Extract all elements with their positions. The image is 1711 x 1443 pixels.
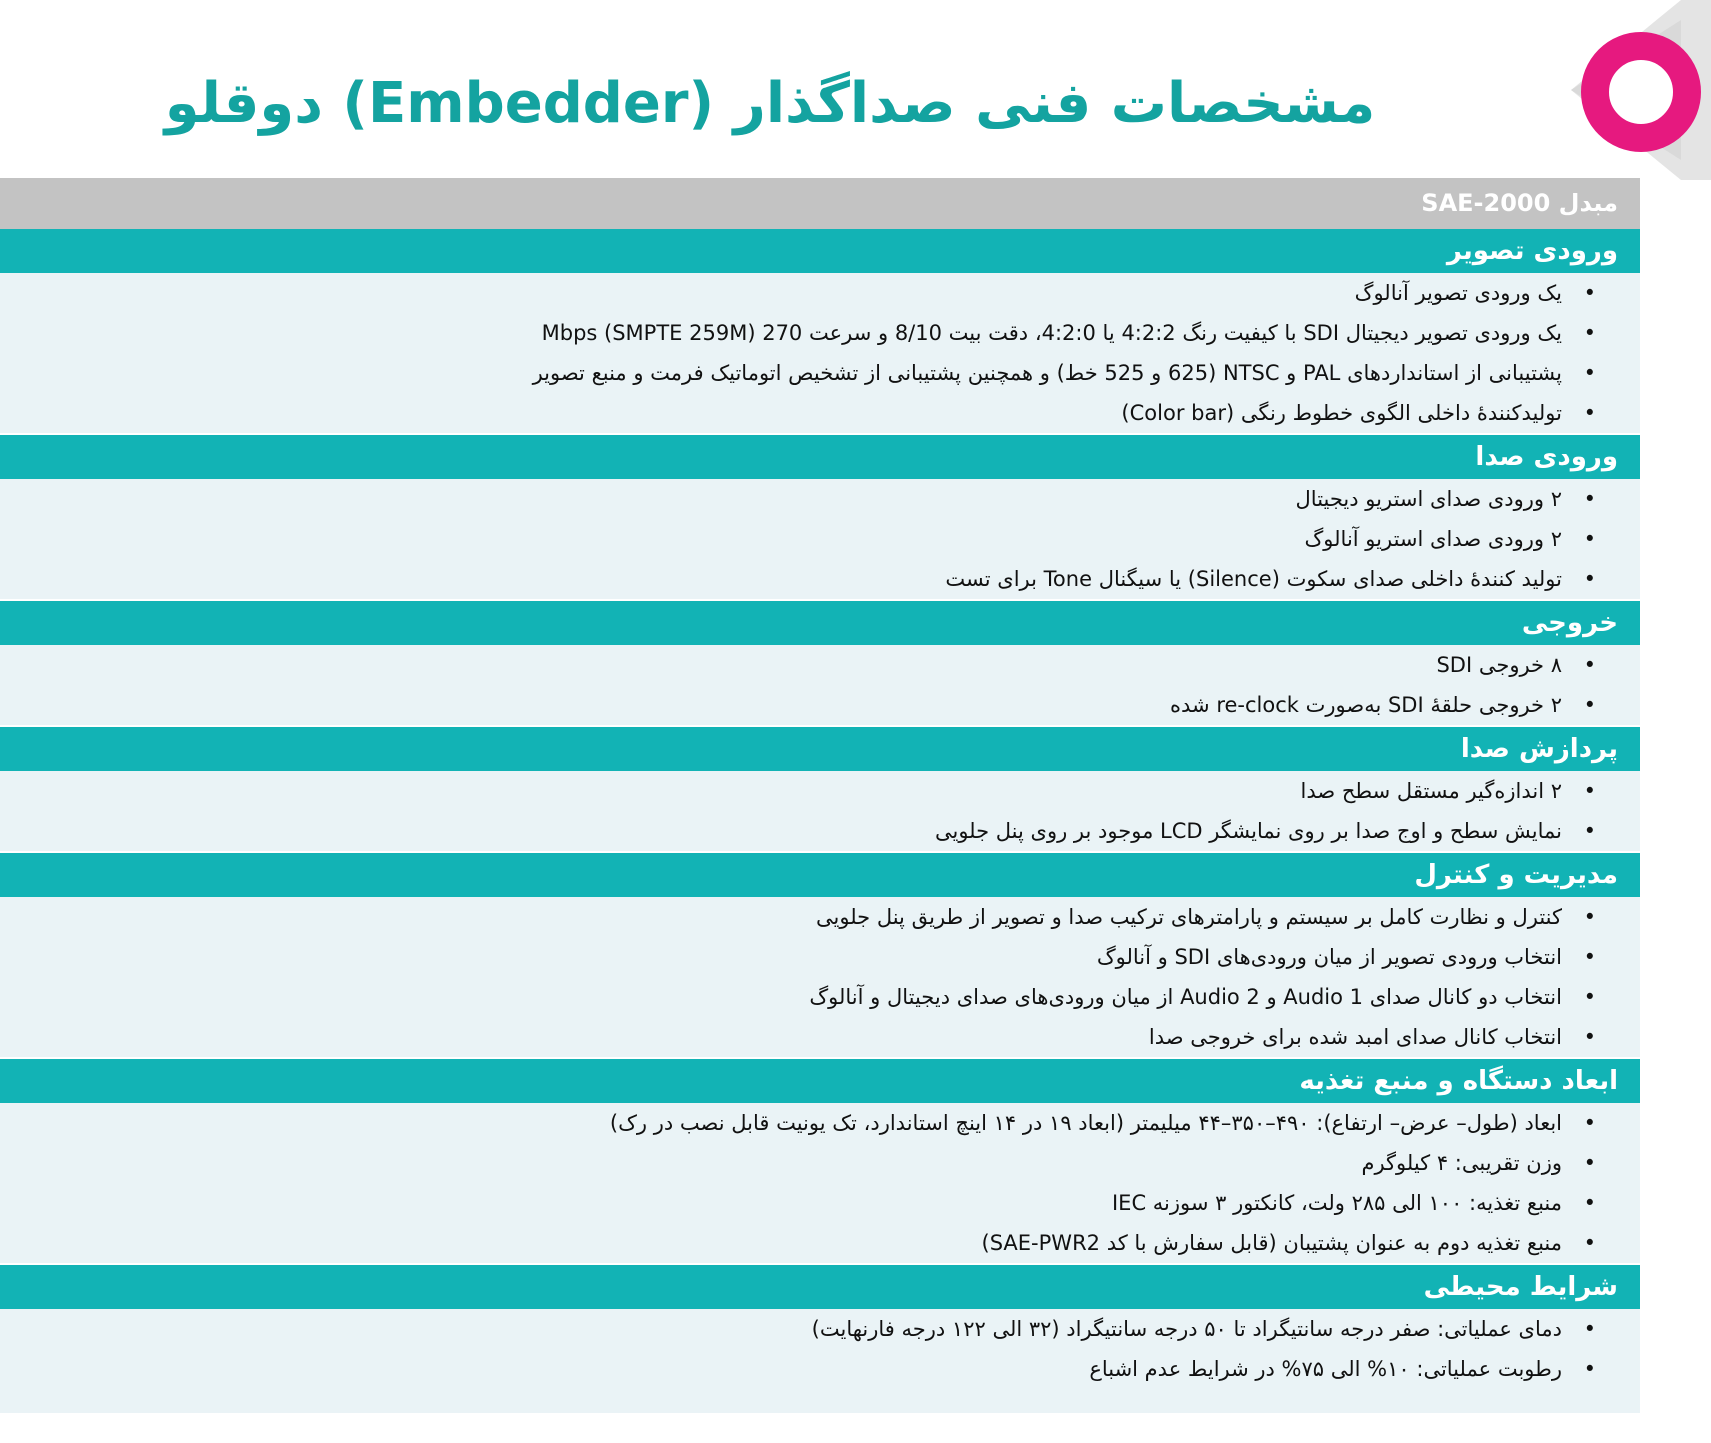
list-item: • کنترل و نظارت کامل بر سیستم و پارامترهای ترکیب صدا و تصویر از طریق پنل جلویی [0,897,1562,937]
section-heading: پردازش صدا [0,727,1640,771]
list-item: • ۲ خروجی حلقۀ SDI به‌صورت re-clock شده [0,685,1562,725]
list-item: • نمایش سطح و اوج صدا بر روی نمایشگر LCD موجود بر روی پنل جلویی [0,811,1562,851]
list-item: • وزن تقریبی: ۴ کیلوگرم [0,1143,1562,1183]
section-management-control [0,853,1640,1059]
page-title: مشخصات فنی صداگذار (Embedder) دوقلو [164,70,1376,136]
section-body [0,273,1640,435]
list-item: • تولید کنندۀ داخلی صدای سکوت (Silence) یا سیگنال Tone برای تست [0,559,1562,599]
section-heading: ورودی صدا [0,435,1640,479]
section-dimensions-power [0,1059,1640,1265]
list-item: • دمای عملیاتی: صفر درجه سانتیگراد تا ۵۰ درجه سانتیگراد (۳۲ الی ۱۲۲ درجه فارنهایت) [0,1309,1562,1349]
list-item: • یک ورودی تصویر دیجیتال SDI با کیفیت رنگ 4:2:2 یا 4:2:0، دقت بیت 8/10 و سرعت 270 Mbps (SMPTE 259M) [0,313,1562,353]
section-body [0,1309,1640,1415]
section-body [0,771,1640,853]
list-item: • ۲ ورودی صدای استریو دیجیتال [0,479,1562,519]
list-item: • رطوبت عملیاتی: ۱۰% الی ۷۵% در شرایط عدم اشباع [0,1349,1562,1389]
list-item: • انتخاب کانال صدای امبد شده برای خروجی صدا [0,1017,1562,1057]
section-body [0,645,1640,727]
section-heading: خروجی [0,601,1640,645]
section-heading: ورودی تصویر [0,229,1640,273]
section-environment [0,1265,1640,1415]
list-item: • منبع تغذیه: ۱۰۰ الی ۲۸۵ ولت، کانکتور ۳ سوزنه IEC [0,1183,1562,1223]
section-audio-input [0,435,1640,601]
model-header: مبدل SAE-2000 [0,178,1640,229]
brand-logo-icon [1531,0,1711,180]
section-heading: ابعاد دستگاه و منبع تغذیه [0,1059,1640,1103]
section-heading: مدیریت و کنترل [0,853,1640,897]
list-item: • ۲ اندازه‌گیر مستقل سطح صدا [0,771,1562,811]
list-item: • ۲ ورودی صدای استریو آنالوگ [0,519,1562,559]
section-heading: شرایط محیطی [0,1265,1640,1309]
list-item: • پشتیبانی از استانداردهای PAL و NTSC (625 و 525 خط) و همچنین پشتیبانی از تشخیص اتوماتیک فرمت و منبع تصویر [0,353,1562,393]
section-output [0,601,1640,727]
list-item: • یک ورودی تصویر آنالوگ [0,273,1562,313]
section-body [0,479,1640,601]
list-item: • ۸ خروجی SDI [0,645,1562,685]
section-video-input [0,229,1640,435]
list-item: • انتخاب دو کانال صدای Audio 1 و Audio 2 از میان ورودی‌های صدای دیجیتال و آنالوگ [0,977,1562,1017]
section-audio-processing [0,727,1640,853]
list-item: • تولیدکنندۀ داخلی الگوی خطوط رنگی (Color bar) [0,393,1562,433]
list-item: • انتخاب ورودی تصویر از میان ورودی‌های SDI و آنالوگ [0,937,1562,977]
spec-table [0,178,1640,1415]
list-item: • منبع تغذیه دوم به عنوان پشتیبان (قابل سفارش با کد SAE-PWR2) [0,1223,1562,1263]
section-body [0,1103,1640,1265]
list-item: • ابعاد (طول– عرض– ارتفاع): ۴۹۰–۳۵۰–۴۴ میلیمتر (ابعاد ۱۹ در ۱۴ اینچ استاندارد، تک یونیت قابل نصب در رک) [0,1103,1562,1143]
section-body [0,897,1640,1059]
